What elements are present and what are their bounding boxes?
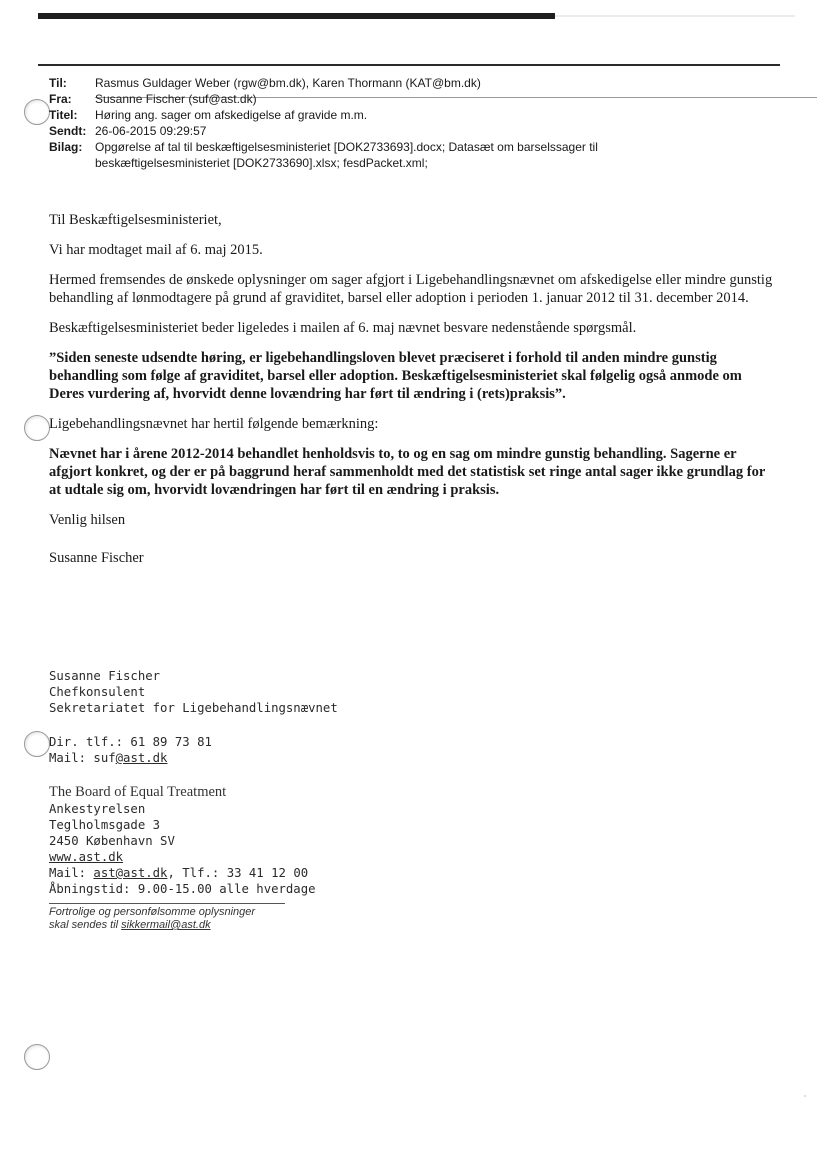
header-sent-row [49, 123, 789, 139]
spacer [49, 716, 449, 734]
email-header [49, 75, 789, 171]
confidential-note-prefix: skal sendes til [49, 919, 122, 931]
signature-mail-prefix: Mail: suf [49, 751, 116, 765]
sent-label: Sendt: [49, 124, 87, 138]
organisation-name: Ankestyrelsen [49, 802, 146, 816]
header-from-row [49, 91, 789, 107]
signature-mail [49, 750, 449, 766]
signature-unit: Sekretariatet for Ligebehandlingsnævnet [49, 701, 338, 715]
secure-mail-link[interactable]: sikkermail@ast.dk [121, 919, 211, 931]
greeting: Til Beskæftigelsesministeriet, [49, 212, 222, 228]
organisation-contact [49, 865, 449, 881]
quoted-question: ”Siden seneste udsendte høring, er ligebehandlingsloven blevet præciseret i forhold til anden mindre gunstig behandling som følge af graviditet, barsel eller adoption. Beskæftigelsesministeriet skal følgelig også anmode om Deres vurdering af, hvorvidt denne lovændring har ført til ændring i (rets)praksis”. [49, 350, 742, 402]
to-label: Til: [49, 76, 67, 90]
title-label: Titel: [49, 108, 78, 122]
signature-phone: Dir. tlf.: 61 89 73 81 [49, 735, 212, 749]
organisation-english: The Board of Equal Treatment [49, 784, 227, 800]
header-rule [38, 64, 780, 66]
title-value: Høring ang. sager om afskedigelse af gravide m.m. [95, 108, 368, 122]
organisation-street: Teglholmsgade 3 [49, 818, 161, 832]
paragraph-information: Hermed fremsendes de ønskede oplysninger om sager afgjort i Ligebehandlingsnævnet om afskedigelse eller mindre gunstig behandling af lønmodtagere på grund af graviditet, barsel eller adoption i perioden 1. januar 2012 til 31. december 2014. [49, 272, 773, 306]
from-value: Susanne Fischer (suf@ast.dk) [95, 92, 257, 106]
signature-divider [49, 903, 285, 904]
confidential-note-line1: Fortrolige og personfølsomme oplysninger [49, 906, 256, 918]
to-value: Rasmus Guldager Weber (rgw@bm.dk), Karen Thormann (KAT@bm.dk) [95, 76, 481, 90]
punch-hole-icon [24, 1044, 50, 1070]
punch-hole-icon [24, 99, 50, 125]
opening-hours: Åbningstid: 9.00-15.00 alle hverdage [49, 882, 316, 896]
top-faint-line [555, 15, 795, 17]
punch-hole-icon [24, 415, 50, 441]
scan-speck [804, 1095, 806, 1097]
paragraph-remark-intro: Ligebehandlingsnævnet har hertil følgende bemærkning: [49, 416, 379, 432]
from-label: Fra: [49, 92, 72, 106]
top-scan-bar [38, 13, 555, 19]
punch-hole-icon [24, 731, 50, 757]
sent-value: 26-06-2015 09:29:57 [95, 124, 207, 138]
signature-role: Chefkonsulent [49, 685, 146, 699]
spacer [49, 766, 449, 784]
attachments-value: Opgørelse af tal til beskæftigelsesministeriet [DOK2733693].docx; Datasæt om barselssager til beskæftigelsesministeriet [DOK2733690].xlsx; fesdPacket.xml; [95, 140, 598, 170]
signature-name: Susanne Fischer [49, 669, 161, 683]
attachments-label: Bilag: [49, 140, 83, 154]
confidential-note-line2 [49, 919, 449, 932]
paragraph-question-intro: Beskæftigelsesministeriet beder ligeledes i mailen af 6. maj nævnet besvare nedenstående spørgsmål. [49, 320, 637, 336]
header-to-row [49, 75, 789, 91]
paragraph-received: Vi har modtaget mail af 6. maj 2015. [49, 242, 263, 258]
header-attachments-row [49, 139, 789, 171]
contact-phone: , Tlf.: 33 41 12 00 [167, 866, 309, 880]
closing: Venlig hilsen [49, 512, 126, 528]
signer-name: Susanne Fischer [49, 550, 144, 566]
signature-mail-link[interactable]: @ast.dk [115, 751, 168, 765]
contact-mail-prefix: Mail: [49, 866, 94, 880]
email-signature [49, 668, 449, 932]
header-title-row [49, 107, 789, 123]
email-body [49, 211, 774, 579]
organisation-city: 2450 København SV [49, 834, 175, 848]
website-link[interactable]: www.ast.dk [49, 850, 124, 864]
contact-mail-link[interactable]: ast@ast.dk [93, 866, 168, 880]
board-answer: Nævnet har i årene 2012-2014 behandlet henholdsvis to, to og en sag om mindre gunstig behandling. Sagerne er afgjort konkret, og der er på baggrund heraf sammenholdt med det statistisk set ringe antal sager ikke grundlag for at udtale sig om, hvorvidt lovændringen har ført til en ændring i praksis. [49, 446, 766, 498]
